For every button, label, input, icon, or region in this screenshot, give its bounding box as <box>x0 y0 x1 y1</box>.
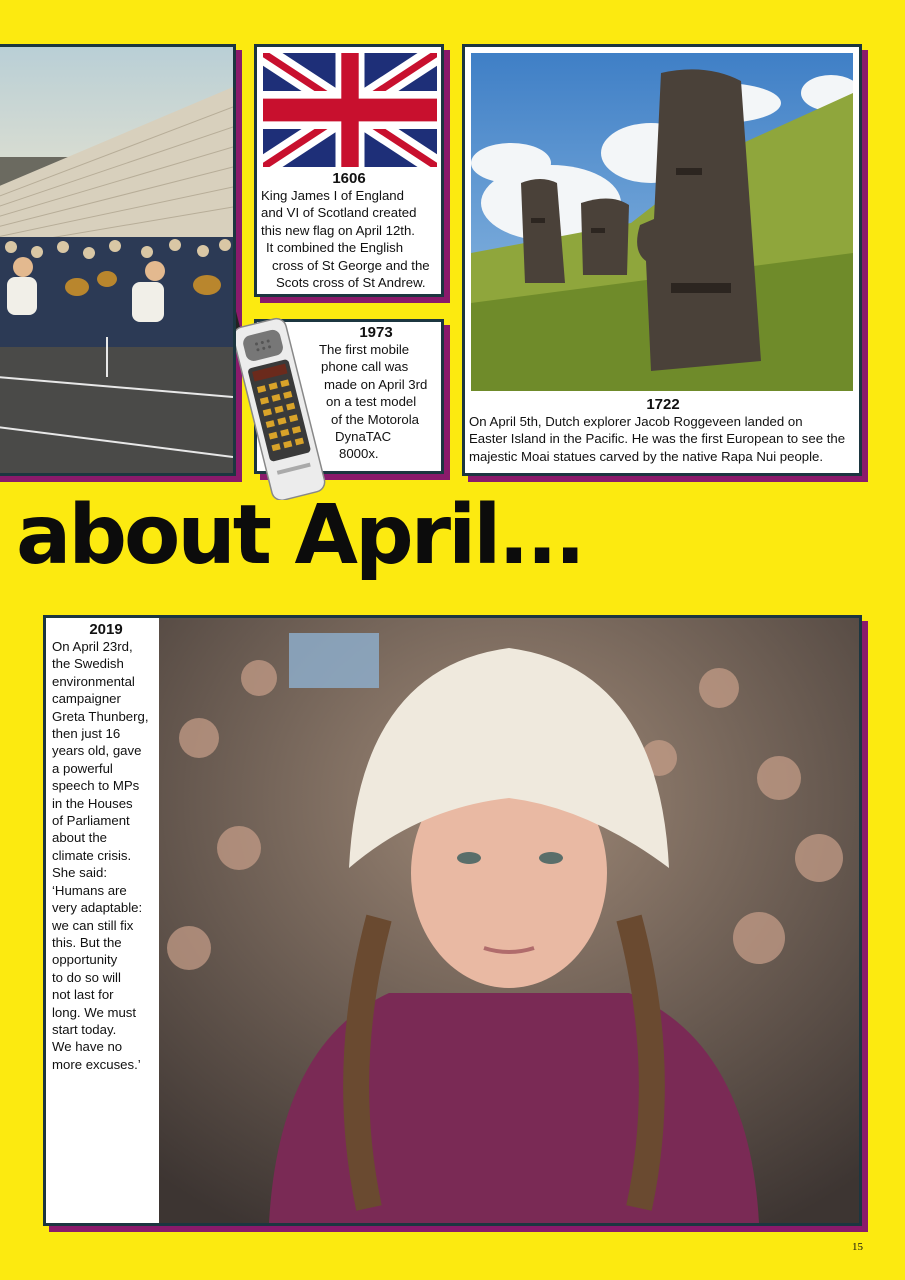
text-line: in the Houses <box>52 795 133 811</box>
text-line: It combined the English <box>266 240 404 256</box>
text-line: years old, gave <box>52 743 142 759</box>
text-line: we can still fix <box>52 917 134 933</box>
greta-thunberg-photo <box>159 618 859 1223</box>
text-line: phone call was <box>321 359 409 375</box>
feature-description <box>52 638 160 1073</box>
moai-statues-photo <box>471 53 853 391</box>
text-line: climate crisis. <box>52 847 132 863</box>
text-line: cross of St George and the <box>272 257 430 273</box>
text-line: very adaptable: <box>52 900 143 916</box>
text-line: We have no <box>52 1039 123 1055</box>
text-line: opportunity <box>52 952 118 968</box>
text-line: On April 23rd, <box>52 639 133 654</box>
moai-year: 1722 <box>646 396 680 413</box>
flag-year: 1606 <box>332 170 366 187</box>
text-line: majestic Moai statues carved by the native Rapa Nui people. <box>469 448 824 464</box>
text-line: On April 5th, Dutch explorer Jacob Roggeveen landed on <box>469 414 803 429</box>
text-line: The first mobile <box>319 342 410 357</box>
union-jack-flag <box>263 53 437 167</box>
text-line: long. We must <box>52 1004 137 1020</box>
text-line: of Parliament <box>52 813 130 829</box>
text-line: and VI of Scotland created <box>261 205 417 221</box>
phone-year: 1973 <box>359 324 393 341</box>
text-line: speech to MPs <box>52 778 140 794</box>
text-line: this. But the <box>52 934 122 950</box>
text-line: 8000x. <box>339 446 379 462</box>
text-line: to do so will <box>52 969 121 985</box>
text-line: a powerful <box>52 760 113 776</box>
text-line: then just 16 <box>52 726 121 742</box>
moai-description <box>469 413 857 465</box>
text-line: campaigner <box>52 691 121 707</box>
text-line: made on April 3rd <box>324 376 428 392</box>
page-number: 15 <box>852 1241 863 1253</box>
text-line: She said: <box>52 865 107 881</box>
feature-year: 2019 <box>89 621 123 638</box>
olympics-photo-card <box>0 44 236 476</box>
text-line: more excuses.’ <box>52 1056 141 1072</box>
olympics-photo <box>0 47 233 473</box>
text-line: King James I of England <box>261 188 404 203</box>
text-line: of the Motorola <box>331 411 419 427</box>
page-heading: about April... <box>16 488 583 583</box>
text-line: Scots cross of St Andrew. <box>276 275 426 291</box>
text-line: about the <box>52 830 107 846</box>
text-line: on a test model <box>326 394 417 410</box>
motorola-dynatac-phone-image <box>236 210 340 500</box>
text-line: Easter Island in the Pacific. He was the first European to see the <box>469 431 846 447</box>
text-line: Greta Thunberg, <box>52 708 149 724</box>
text-line: DynaTAC <box>335 429 392 445</box>
text-line: start today. <box>52 1021 117 1037</box>
text-line: this new flag on April 12th. <box>261 222 415 238</box>
text-line: the Swedish <box>52 656 124 672</box>
greta-2019-card <box>43 615 862 1226</box>
text-line: ‘Humans are <box>52 882 127 898</box>
text-line: environmental <box>52 673 135 689</box>
text-line: not last for <box>52 987 114 1003</box>
moai-1722-card <box>462 44 862 476</box>
